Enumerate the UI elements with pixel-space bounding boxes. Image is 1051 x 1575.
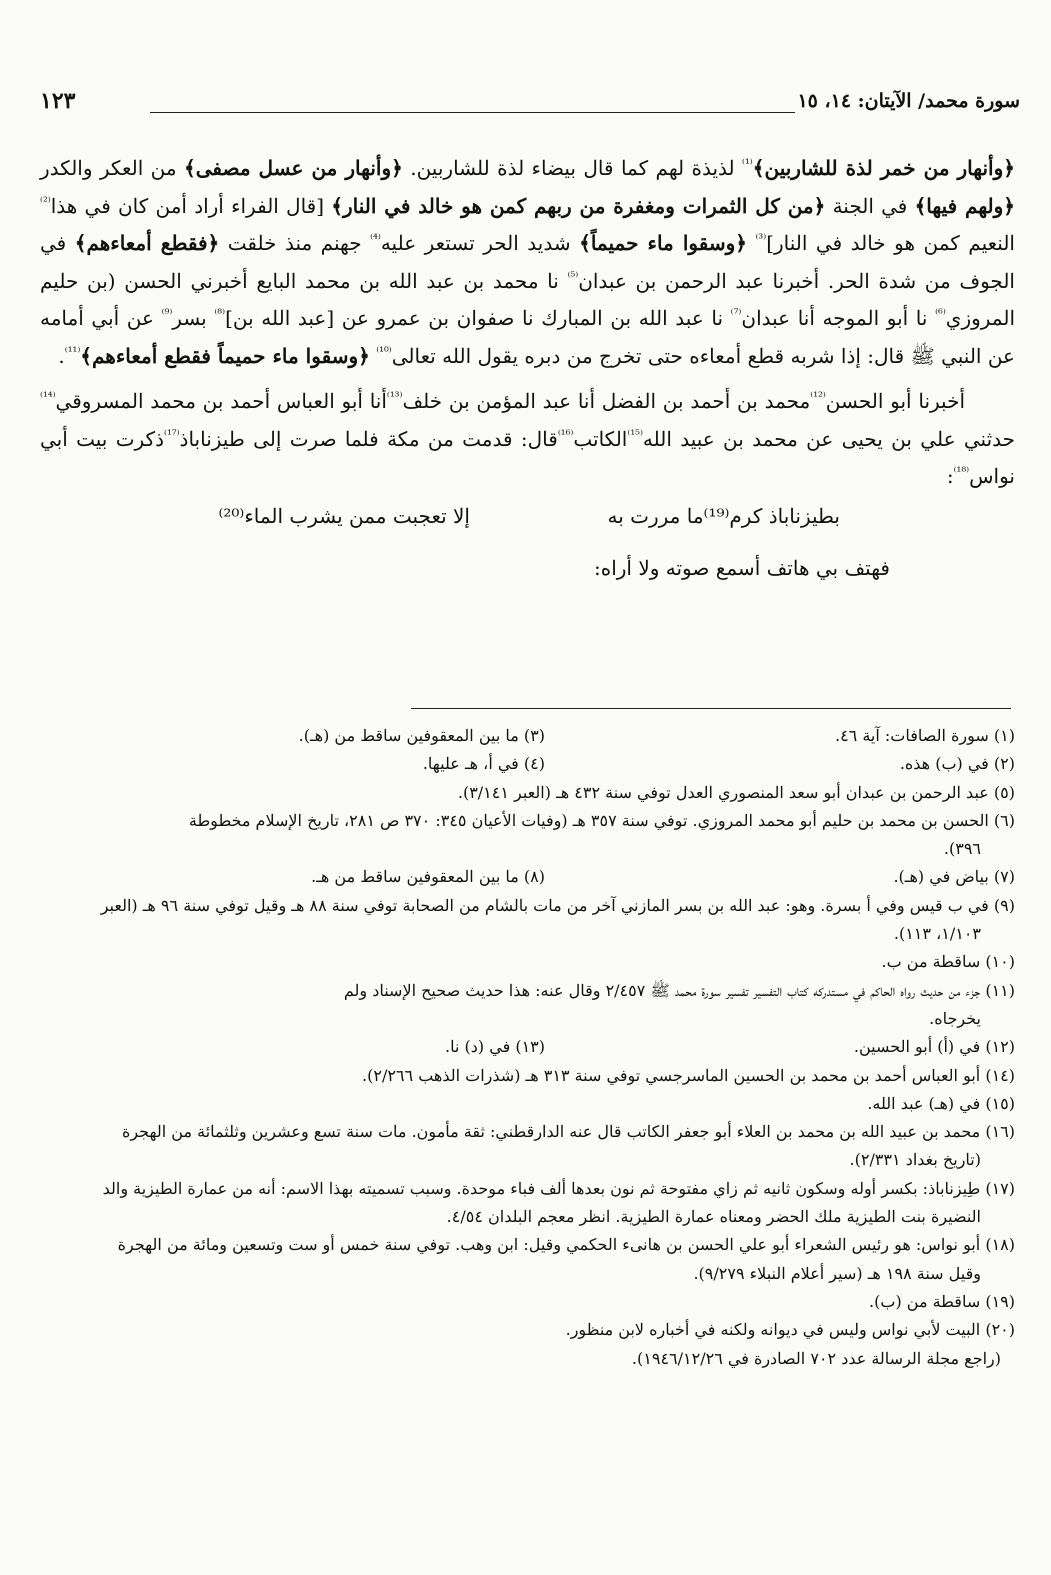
footnote-marker: ⁽¹⁶⁾ bbox=[557, 426, 574, 441]
footnote-row bbox=[40, 1033, 1015, 1061]
footnote-6 bbox=[40, 807, 1015, 864]
paragraph-tafsir bbox=[40, 150, 1015, 375]
footnote-10: (١٠) ساقطة من ب. bbox=[881, 952, 1015, 972]
footnote-20: (٢٠) البيت لأبي نواس وليس في ديوانه ولكنه في أخباره لابن منظور. bbox=[565, 1320, 1015, 1340]
text-run: أخبرنا أبو الحسن bbox=[825, 389, 966, 413]
footnote-9 bbox=[40, 892, 1015, 949]
footnote-row bbox=[40, 863, 1015, 891]
text-run: من العكر والكدر bbox=[40, 156, 184, 180]
footnote-marker: ⁽¹⁴⁾ bbox=[40, 389, 56, 404]
page-number: ١٢٣ bbox=[40, 88, 76, 114]
text-run: الكاتب bbox=[573, 426, 628, 451]
footnote-8: (٨) ما بين المعقوفين ساقط من هـ. bbox=[311, 867, 545, 887]
footnote-11 bbox=[40, 977, 1015, 1034]
footnote-marker: ⁽¹⁾ bbox=[742, 156, 753, 171]
footnote-20-reference: (راجع مجلة الرسالة عدد ٧٠٢ الصادرة في ١٩٤٦/١٢/٢٦). bbox=[631, 1348, 1001, 1368]
footnote-marker: ⁽¹⁷⁾ bbox=[164, 426, 180, 441]
footnote-separator bbox=[411, 708, 1011, 709]
footnote-marker: ⁽¹⁰⁾ bbox=[376, 343, 392, 358]
footnote-row bbox=[40, 750, 1015, 778]
text-run: نا عبد الله بن المبارك نا صفوان بن عمرو عن [عبد الله بن] bbox=[225, 306, 731, 330]
text-run: : bbox=[946, 464, 954, 488]
footnote-marker: ⁽¹⁸⁾ bbox=[953, 464, 970, 479]
footnotes bbox=[40, 722, 1015, 1373]
text-run: شديد الحر تستعر عليه bbox=[380, 231, 580, 255]
footnote-1: (١) سورة الصافات: آية ٤٦. bbox=[834, 726, 1015, 745]
footnote-6-line-1: (٦) الحسن بن محمد بن حليم أبو محمد المروزي. توفي سنة ٣٥٧ هـ (وفيات الأعيان ٣٤٥: ٣٧٠ ص ٢٨١، تاريخ الإسلام مخطوطة bbox=[188, 810, 1015, 830]
header-rule bbox=[150, 112, 795, 113]
footnote-marker: ⁽⁵⁾ bbox=[567, 268, 579, 283]
footnote-13: (١٣) في (د) نا. bbox=[445, 1037, 545, 1057]
footnote-14: (١٤) أبو العباس أحمد بن محمد بن الحسين الماسرجسي توفي سنة ٣١٣ هـ (شذرات الذهب ٢/٢٦٦). bbox=[362, 1065, 1015, 1085]
footnote-marker: ⁽²⁾ bbox=[40, 193, 51, 208]
footnote-18-line-1: (١٨) أبو نواس: هو رئيس الشعراء أبو علي الحسن بن هانىء الحكمي وقيل: ابن وهب. توفي سنة خمس أو ست وتسعين ومائة من الهجرة bbox=[117, 1235, 1015, 1255]
footnote-16 bbox=[40, 1118, 1015, 1175]
footnote-18 bbox=[40, 1231, 1015, 1288]
footnote-19: (١٩) ساقطة من (ب). bbox=[869, 1291, 1015, 1311]
footnote-17 bbox=[40, 1175, 1015, 1232]
footnote-marker: ⁽¹²⁾ bbox=[810, 389, 826, 404]
footnote-17-line-2: النضيرة بنت الطيزية ملك الحضر ومعناه عمارة الطيزية. انظر معجم البلدان ٤/٥٤. bbox=[446, 1207, 981, 1227]
text-run: النعيم كمن هو خالد في النار] bbox=[766, 231, 1015, 255]
paragraph-isnad bbox=[40, 383, 1015, 496]
footnote-marker: ⁽¹³⁾ bbox=[386, 389, 403, 404]
text-run: ذكرت بيت أبي نواس bbox=[40, 426, 1015, 488]
main-text bbox=[40, 150, 1015, 588]
footnote-marker: ⁽⁷⁾ bbox=[730, 306, 742, 321]
footnote-9-line-2: ١/١٠٣، ١١٣). bbox=[893, 924, 981, 944]
footnote-5: (٥) عبد الرحمن بن عبدان أبو سعد المنصوري العدل توفي سنة ٤٣٢ هـ (العبر ٣/١٤١). bbox=[457, 782, 1015, 802]
quran-text: ﴿وسقوا ماء حميماً فقطع أمعاءهم﴾ bbox=[80, 343, 370, 368]
footnote-3: (٣) ما بين المعقوفين ساقط من (هـ). bbox=[298, 726, 545, 745]
footnote-9-line-1: (٩) في ب قيس وفي أ بسرة. وهو: عبد الله بن بسر المازني آخر من مات بالشام من الصحابة توفي سنة ٨٨ هـ وقيل توفي سنة ٩٦ هـ (العبر bbox=[100, 895, 1015, 915]
quran-text: ﴿فقطع أمعاءهم﴾ bbox=[74, 231, 220, 255]
footnote-16-line-2: (تاريخ بغداد ٢/٣٣١). bbox=[849, 1150, 981, 1170]
text-run: بسر bbox=[172, 306, 215, 330]
running-title: سورة محمد/ الآيتان: ١٤، ١٥ bbox=[797, 90, 1020, 112]
text-run: محمد بن أحمد بن الفضل أنا عبد المؤمن بن خلف bbox=[402, 389, 811, 413]
text-run: قال: قدمت من مكة فلما صرت إلى طيزناباذ bbox=[179, 426, 558, 451]
verse-hemistich-second: إلا تعجبت ممن يشرب الماء⁽²⁰⁾ bbox=[218, 503, 470, 528]
footnote-4: (٤) في أ، هـ عليها. bbox=[422, 754, 545, 774]
footnote-11-line-2: يخرجاه. bbox=[929, 1008, 981, 1028]
footnote-marker: ⁽¹⁵⁾ bbox=[627, 426, 643, 441]
footnote-marker: ⁽⁶⁾ bbox=[935, 306, 946, 321]
footnote-marker: ⁽⁴⁾ bbox=[370, 231, 381, 246]
footnote-18-line-2: وقيل سنة ١٩٨ هـ (سير أعلام النبلاء ٩/٢٧٩). bbox=[693, 1263, 981, 1283]
quran-text: ﴿وأنهار من خمر لذة للشاربين﴾ bbox=[752, 156, 1015, 180]
footnote-11-line-1: (١١) جزء من حديث رواه الحاكم في مستدركه كتاب التفسير تفسير سورة محمد ﷺ ٢/٤٥٧ وقال عنه: هذا حديث صحيح الإسناد ولم bbox=[343, 980, 1015, 1000]
text-run: نا أبو الموجه أنا عبدان bbox=[741, 306, 936, 330]
poem-verse bbox=[40, 504, 1015, 544]
text-run: لذيذة لهم كما قال بيضاء لذة للشاربين. bbox=[402, 156, 743, 180]
footnote-row bbox=[40, 722, 1015, 750]
quran-text: ﴿من كل الثمرات ومغفرة من ربهم كمن هو خالد في النار﴾ bbox=[331, 193, 826, 218]
footnote-17-line-1: (١٧) طِيزناباذ: بكسر أوله وسكون ثانيه ثم زاي مفتوحة ثم نون بعدها ألف فباء موحدة. وسبب تسميته بهذا الاسم: أنه من عمارة الطيزية والد bbox=[102, 1178, 1015, 1198]
quran-text: ﴿وسقوا ماء حميماً﴾ bbox=[579, 231, 747, 255]
quran-text: ﴿وأنهار من عسل مصفى﴾ bbox=[183, 156, 403, 180]
footnote-15: (١٥) في (هـ) عبد الله. bbox=[867, 1093, 1015, 1113]
footnote-7: (٧) بياض في (هـ). bbox=[893, 867, 1015, 887]
quran-text: ﴿ولهم فيها﴾ bbox=[914, 193, 1016, 218]
verse-hemistich-first: بطيزناباذ كرم⁽¹⁹⁾ما مررت به bbox=[607, 503, 840, 528]
footnote-16-line-1: (١٦) محمد بن عبيد الله بن محمد بن العلاء أبو جعفر الكاتب قال عنه الدارقطني: ثقة مأمون. مات سنة تسع وعشرين وثلثمائة من الهجرة bbox=[121, 1122, 1015, 1142]
footnote-marker: ⁽⁸⁾ bbox=[214, 306, 226, 321]
footnote-marker: ⁽⁹⁾ bbox=[161, 306, 173, 321]
text-run: جهنم منذ خلقت bbox=[219, 231, 371, 255]
footnote-2: (٢) في (ب) هذه. bbox=[899, 754, 1015, 774]
footnote-6-line-2: ٣٩٦). bbox=[943, 839, 981, 859]
running-header bbox=[40, 90, 1020, 120]
footnote-marker: ⁽³⁾ bbox=[755, 231, 767, 246]
footnote-marker: ⁽¹¹⁾ bbox=[64, 343, 81, 358]
text-run: . bbox=[58, 343, 65, 368]
text-run: أنا أبو العباس أحمد بن محمد المسروقي bbox=[55, 389, 387, 413]
footnote-12: (١٢) في (أ) أبو الحسين. bbox=[853, 1037, 1015, 1057]
text-run: عن أبي أمامه عن النبي ﷺ قال: إذا شربه قطع أمعاءه حتى تخرج من دبره يقول الله تعالى bbox=[40, 306, 1015, 368]
text-run: في الجنة bbox=[825, 193, 915, 218]
text-run: نا محمد بن عبد الله بن محمد البايع أخبرني الحسن (بن حليم المروزي bbox=[40, 268, 1016, 330]
after-verse-line: فهتف بي هاتف أسمع صوته ولا أراه: bbox=[594, 555, 890, 580]
text-run: حدثني علي بن يحيى عن محمد بن عبيد الله bbox=[642, 426, 1015, 451]
text-run: [قال الفراء أراد أمن كان في هذا bbox=[50, 193, 332, 218]
text-run: في الجوف من شدة الحر. أخبرنا عبد الرحمن بن عبدان bbox=[40, 231, 1015, 293]
